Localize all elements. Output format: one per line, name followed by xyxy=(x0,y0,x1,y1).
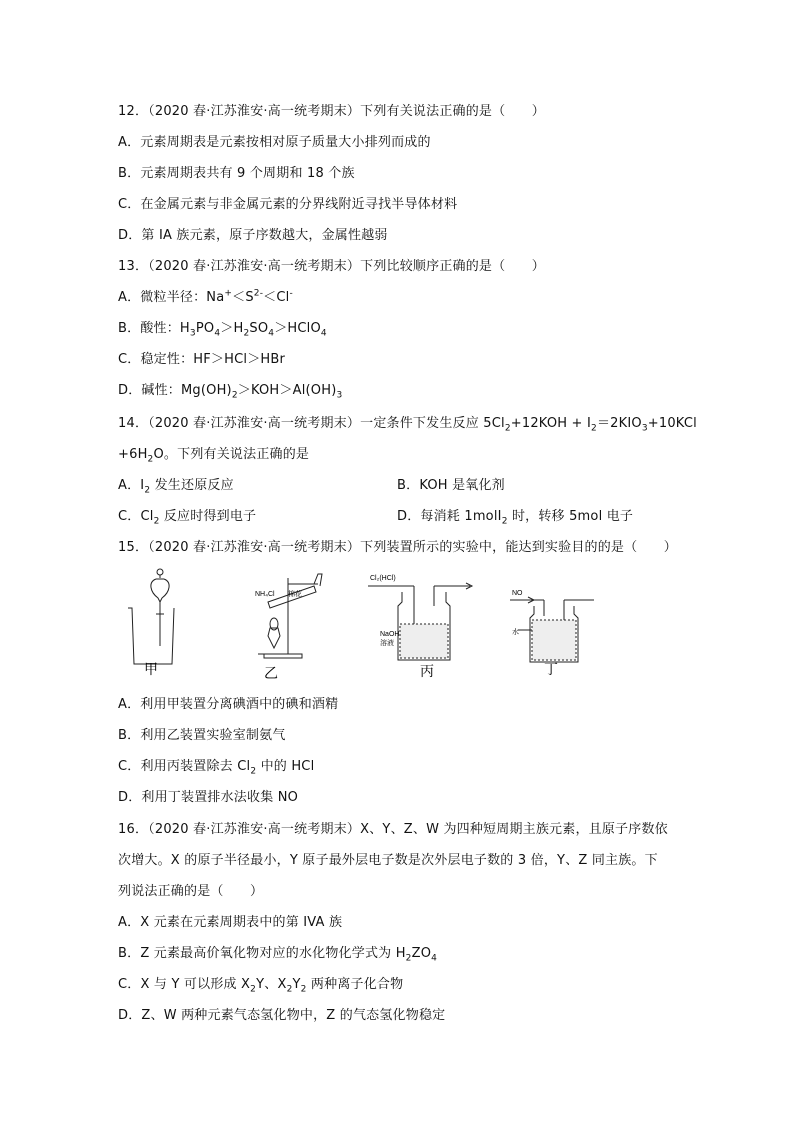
apparatus-figure xyxy=(118,562,698,684)
q13-option-b: B．酸性：$H_3PO_4>H_2SO_4>HClO_4$ xyxy=(118,321,327,339)
q12-stem: 12．（2020 春·江苏淮安·高一统考期末）下列有关说法正确的是（ ） xyxy=(118,104,545,119)
q15-option-c: C．利用丙装置除去 $Cl_2$ 中的 HCl xyxy=(118,759,315,777)
apparatus-yi xyxy=(258,574,322,658)
q12-option-a: A．元素周期表是元素按相对原子质量大小排列而成的 xyxy=(118,135,431,150)
q16-stem-line1: 16．（2020 春·江苏淮安·高一统考期末）X、Y、Z、W 为四种短周期主族元素，且原子序数依 xyxy=(118,822,668,837)
ding-gas-label: NO xyxy=(512,590,523,597)
q16-stem-line2: 次增大。X 的原子半径最小，Y 原子最外层电子数是次外层电子数的 3 倍，Y、Z 同主族。下 xyxy=(118,853,658,868)
q16-stem-line3: 列说法正确的是（ ） xyxy=(118,884,264,899)
q14-option-b: B．KOH 是氧化剂 xyxy=(397,478,505,493)
ding-water-label: 水 xyxy=(512,629,519,636)
yi-reagent-label: NH₄Cl xyxy=(255,591,275,598)
q16-option-b: B．Z 元素最高价氧化物对应的水化物化学式为 $H_2ZO_4$ xyxy=(118,946,438,964)
q13-option-d: D．碱性：$Mg(OH)_2>KOH>Al(OH)_3$ xyxy=(118,383,343,401)
label-jia: 甲 xyxy=(144,662,158,678)
q14-option-c: C．$Cl_2$ 反应时得到电子 xyxy=(118,509,257,527)
bing-solution-label-2: 溶液 xyxy=(380,640,394,647)
q15-stem: 15．（2020 春·江苏淮安·高一统考期末）下列装置所示的实验中，能达到实验目的的是（ ） xyxy=(118,540,677,555)
yi-cotton-label: 棉花 xyxy=(288,591,302,598)
q13-option-c: C．稳定性：HF＞HCl＞HBr xyxy=(118,352,286,367)
bing-gas-label: Cl₂(HCl) xyxy=(370,575,396,582)
q14-option-d: D．每消耗 1molI$_2$ 时，转移 5mol 电子 xyxy=(397,509,634,527)
label-yi: 乙 xyxy=(264,666,278,682)
q16-option-d: D．Z、W 两种元素气态氢化物中，Z 的气态氢化物稳定 xyxy=(118,1008,446,1023)
apparatus-bing xyxy=(368,583,472,660)
q12-option-c: C．在金属元素与非金属元素的分界线附近寻找半导体材料 xyxy=(118,197,458,212)
q15-option-d: D．利用丁装置排水法收集 NO xyxy=(118,790,299,805)
q13-option-a: A．微粒半径：$Na^+<S^{2-}<Cl^-$ xyxy=(118,288,293,305)
bing-solution-label: NaOH xyxy=(380,631,400,638)
q14-stem-line1: 14．（2020 春·江苏淮安·高一统考期末）一定条件下发生反应 $5Cl_2+12KOH + I_2=2KIO_3+10KCl$ xyxy=(118,416,697,434)
apparatus-jia xyxy=(128,569,174,664)
apparatus-diagram xyxy=(118,562,698,684)
q15-option-b: B．利用乙装置实验室制氨气 xyxy=(118,728,286,743)
q14-stem-line2: $+6H_2O$。下列有关说法正确的是 xyxy=(118,447,310,465)
q12-option-b: B．元素周期表共有 9 个周期和 18 个族 xyxy=(118,166,355,181)
q15-option-a: A．利用甲装置分离碘酒中的碘和酒精 xyxy=(118,697,339,712)
q12-option-d: D．第 IA 族元素，原子序数越大，金属性越弱 xyxy=(118,228,388,243)
q16-option-c: C．X 与 Y 可以形成 $X_2Y$、$X_2Y_2$ 两种离子化合物 xyxy=(118,977,404,995)
label-ding: 丁 xyxy=(544,662,558,678)
q14-option-a: A．$I_2$ 发生还原反应 xyxy=(118,478,234,496)
q16-option-a: A．X 元素在元素周期表中的第 IVA 族 xyxy=(118,915,343,930)
apparatus-ding xyxy=(510,597,594,662)
q13-stem: 13．（2020 春·江苏淮安·高一统考期末）下列比较顺序正确的是（ ） xyxy=(118,259,545,274)
label-bing: 丙 xyxy=(420,664,434,680)
